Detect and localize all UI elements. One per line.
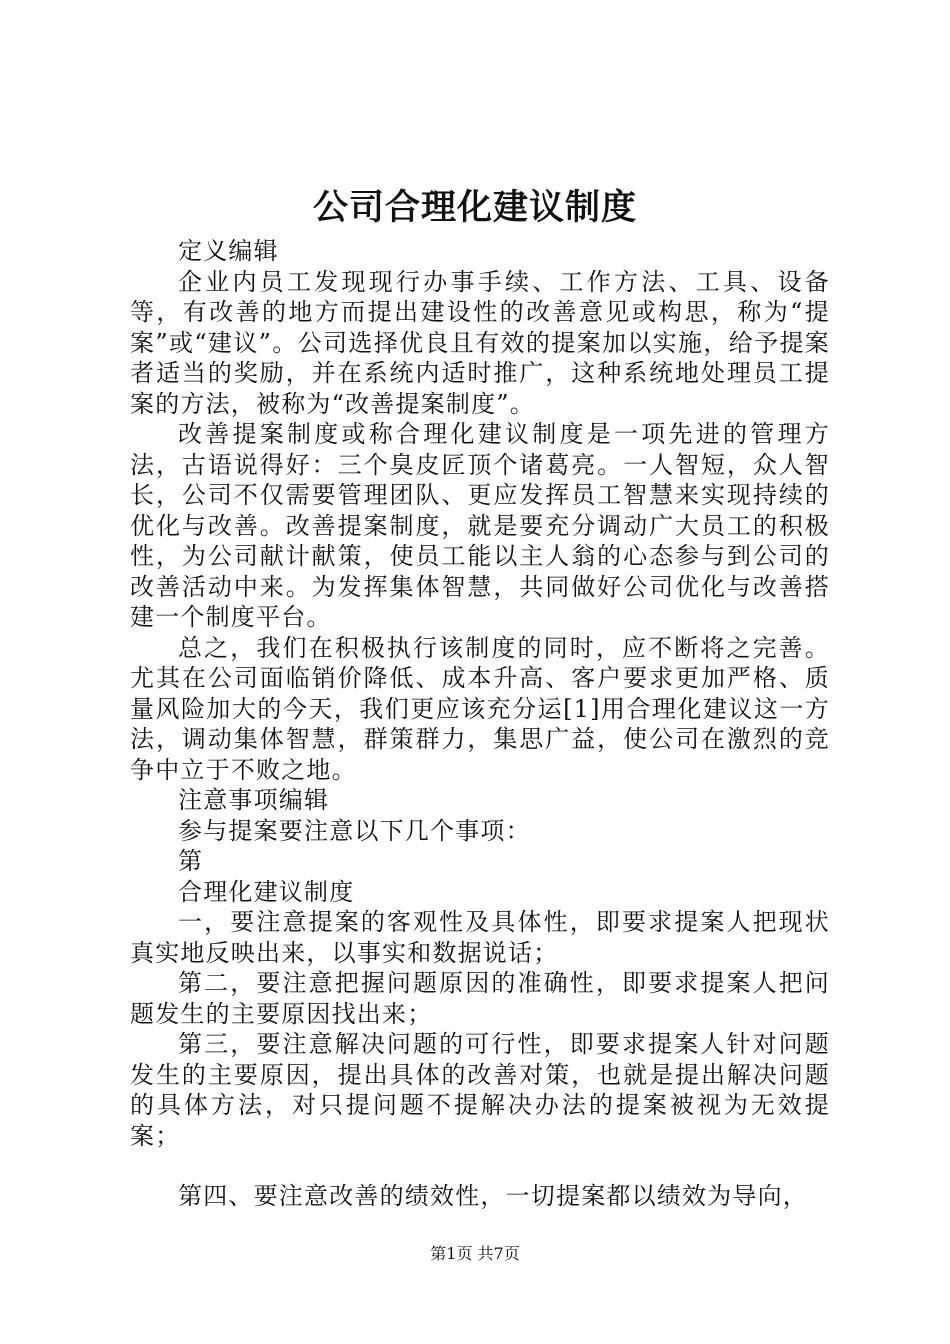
paragraph: 第四、要注意改善的绩效性，一切提案都以绩效为导向，: [178, 1182, 808, 1210]
section-heading-definition: 定义编辑: [178, 237, 279, 265]
page-number-footer: 第1页 共7页: [430, 1244, 520, 1263]
paragraph: 一，要注意提案的客观性及具体性，即要求提案人把现状真实地反映出来，以事实和数据说话；: [130, 908, 830, 967]
paragraph: 参与提案要注意以下几个事项：: [178, 816, 531, 845]
paragraph: 合理化建议制度: [178, 877, 355, 906]
paragraph: 第二，要注意把握问题原因的准确性，即要求提案人把问题发生的主要原因找出来；: [130, 969, 830, 1028]
document-title: 公司合理化建议制度: [312, 187, 637, 228]
paragraph: 第三，要注意解决问题的可行性，即要求提案人针对问题发生的主要原因，提出具体的改善对策，也就是提出解决问题的具体方法，对只提问题不提解决办法的提案被视为无效提案；: [130, 1030, 830, 1150]
paragraph: 总之，我们在积极执行该制度的同时，应不断将之完善。尤其在公司面临销价降低、成本升高、客户要求更加严格、质量风险加大的今天，我们更应该充分运[1]用合理化建议这一方法，调动集体智慧，群策群力，集思广益，使公司在激烈的竞争中立于不败之地。: [130, 633, 830, 784]
paragraph: 企业内员工发现现行办事手续、工作方法、工具、设备等，有改善的地方而提出建设性的改善意见或构思，称为“提案”或“建议”。公司选择优良且有效的提案加以实施，给予提案者适当的奖励，并在系统内适时推广，这种系统地处理员工提案的方法，被称为“改善提案制度”。: [130, 267, 830, 418]
document-body: [130, 236, 830, 1212]
paragraph: 改善提案制度或称合理化建议制度是一项先进的管理方法，古语说得好：三个臭皮匠顶个诸葛亮。一人智短，众人智长，公司不仅需要管理团队、更应发挥员工智慧来实现持续的优化与改善。改善提案制度，就是要充分调动广大员工的积极性，为公司献计献策，使员工能以主人翁的心态参与到公司的改善活动中来。为发挥集体智慧，共同做好公司优化与改善搭建一个制度平台。: [130, 420, 830, 631]
paragraph: 第: [178, 847, 204, 875]
section-heading-notes: 注意事项编辑: [178, 786, 330, 814]
